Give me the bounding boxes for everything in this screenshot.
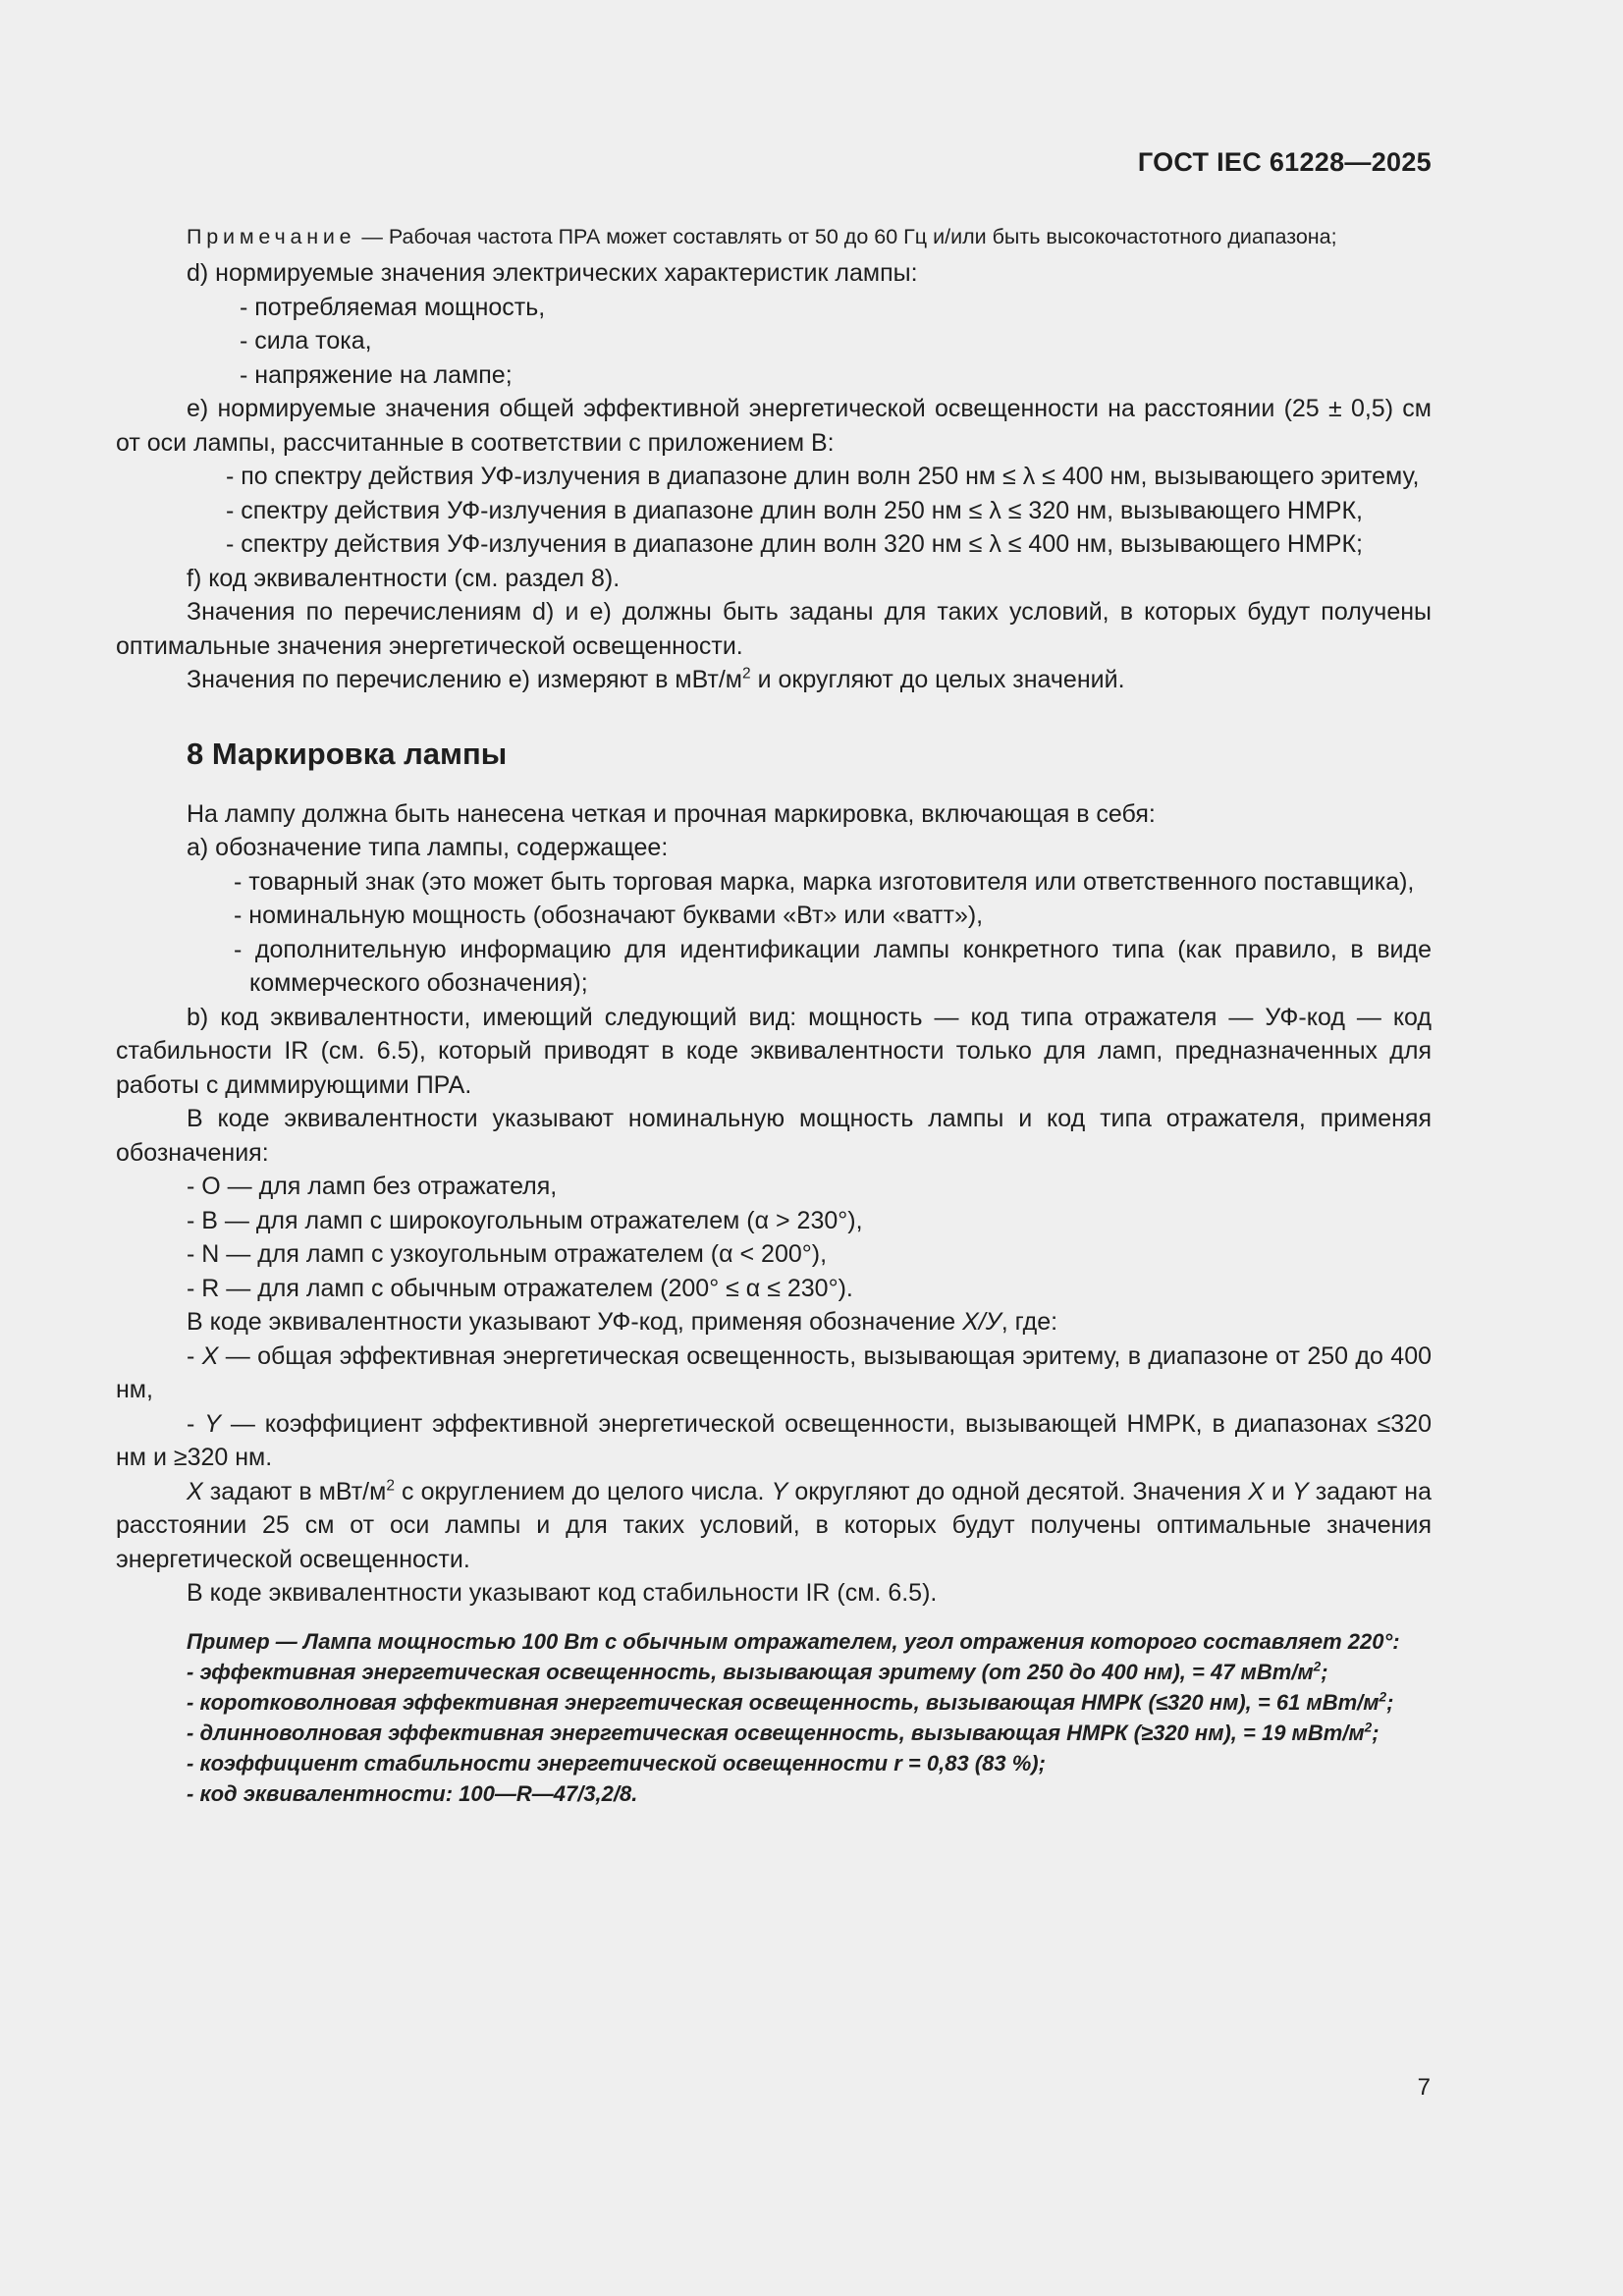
reflector-code-o: - O — для ламп без отражателя, [187, 1173, 558, 1200]
reflector-paragraph: В коде эквивалентности указывают номинальную мощность лампы и код типа отражателя, применяя обозначения: [116, 1105, 1432, 1167]
xy-paragraph [116, 1475, 1432, 1577]
uv-code-paragraph [116, 1305, 1432, 1339]
symbol-y: Y [204, 1409, 221, 1438]
measure-text: Значения по перечислению e) измеряют в мВт/м [187, 666, 742, 693]
reflector-code-b: - B — для ламп с широкоугольным отражателем (α > 230°), [187, 1206, 863, 1234]
measure-text-end: и округляют до целых значений. [750, 666, 1125, 693]
dash: - [187, 1341, 202, 1370]
list-item-d-sub-3: - напряжение на лампе; [240, 360, 513, 389]
example-line-2 [116, 1687, 1432, 1718]
example-line-5: - код эквивалентности: 100—R—47/3,2/8. [187, 1780, 638, 1806]
note-text: — Рабочая частота ПРА может составлять от 50 до 60 Гц и/или быть высокочастотного диапазона; [355, 225, 1337, 248]
example-line-3 [116, 1718, 1432, 1748]
superscript: 2 [386, 1477, 395, 1495]
superscript: 2 [742, 665, 751, 683]
list-item-d: d) нормируемые значения электрических характеристик лампы: [187, 259, 918, 287]
measure-paragraph [116, 663, 1432, 697]
note-label: Примечание [187, 225, 356, 248]
superscript: 2 [1364, 1720, 1373, 1735]
example-text-end: ; [1386, 1689, 1394, 1715]
superscript: 2 [1313, 1659, 1322, 1674]
example-text: - эффективная энергетическая освещенность, вызывающая эритему (от 250 до 400 нм), = 47 мВт/м [187, 1659, 1314, 1684]
example-text: - коротковолновая эффективная энергетическая освещенность, вызывающая НМРК (≤320 нм), = 61 мВт/м [187, 1689, 1380, 1715]
example-block [116, 1626, 1432, 1809]
page-content [116, 222, 1432, 1809]
note-paragraph [116, 222, 1432, 252]
list-item-b: b) код эквивалентности, имеющий следующий вид: мощность — код типа отражателя — УФ-код — код стабильности IR (см. 6.5), который приводят в коде эквивалентности только для ламп, предназначенных для работы с диммирующими ПРА. [116, 1003, 1432, 1099]
example-line-1 [116, 1657, 1432, 1687]
list-item-a-sub-3: - дополнительную информацию для идентификации лампы конкретного типа (как правило, в виде коммерческого обозначения); [234, 935, 1432, 997]
example-text: - длинноволновая эффективная энергетическая освещенность, вызывающая НМРК (≥320 нм), = 19 мВт/м [187, 1720, 1365, 1745]
reflector-code-n: - N — для ламп с узкоугольным отражателем (α < 200°), [187, 1240, 828, 1268]
requirements-list [116, 256, 1432, 697]
dash: - [187, 1409, 205, 1438]
uv-symbol: X/У [962, 1308, 1001, 1336]
list-item-a-sub-2: - номинальную мощность (обозначают буквами «Вт» или «ватт»), [234, 902, 984, 929]
document-code-header: ГОСТ IEC 61228—2025 [1137, 147, 1432, 177]
uv-x-text: — общая эффективная энергетическая освещенность, вызывающая эритему, в диапазоне от 250 до 400 нм, [116, 1341, 1432, 1403]
list-item-e-sub-1: - по спектру действия УФ-излучения в диапазоне длин волн 250 нм ≤ λ ≤ 400 нм, вызывающего эритему, [226, 463, 1420, 490]
xy-text: задают в мВт/м [202, 1477, 387, 1505]
symbol-x: X [187, 1477, 203, 1505]
symbol-y: Y [771, 1477, 788, 1505]
section-8-body [116, 797, 1432, 1611]
superscript: 2 [1379, 1689, 1387, 1705]
list-item-e: e) нормируемые значения общей эффективной энергетической освещенности на расстоянии (25 ± 0,5) см от оси лампы, рассчитанные в соответствии с приложением B: [116, 395, 1432, 457]
symbol-y: Y [1291, 1477, 1309, 1505]
section-8-intro: На лампу должна быть нанесена четкая и прочная маркировка, включающая в себя: [187, 799, 1156, 828]
xy-text: и [1264, 1477, 1292, 1505]
list-item-d-sub-2: - сила тока, [240, 327, 372, 355]
uv-y-definition [116, 1407, 1432, 1475]
reflector-code-r: - R — для ламп с обычным отражателем (200° ≤ α ≤ 230°). [187, 1274, 853, 1302]
xy-text: с округлением до целого числа. [394, 1477, 772, 1505]
page-number: 7 [1417, 2074, 1431, 2101]
xy-text: задают на расстоянии 25 см от оси лампы и для таких условий, в которых будут получены оптимальные значения энергетической освещенности. [116, 1477, 1432, 1573]
xy-text: округляют до одной десятой. Значения [787, 1477, 1249, 1505]
uv-x-definition [116, 1339, 1432, 1407]
list-item-a: a) обозначение типа лампы, содержащее: [187, 834, 669, 861]
list-item-f: f) код эквивалентности (см. раздел 8). [187, 564, 621, 592]
example-text-end: ; [1372, 1720, 1380, 1745]
list-item-e-sub-2: - спектру действия УФ-излучения в диапазоне длин волн 250 нм ≤ λ ≤ 320 нм, вызывающего НМРК, [226, 496, 1363, 524]
symbol-x: X [1248, 1477, 1265, 1505]
uv-text: В коде эквивалентности указывают УФ-код, применяя обозначение [187, 1308, 963, 1336]
uv-text-end: , где: [1001, 1308, 1058, 1336]
list-item-a-sub-1: - товарный знак (это может быть торговая марка, марка изготовителя или ответственного поставщика), [234, 867, 1415, 896]
section-8-title: 8 Маркировка лампы [187, 736, 508, 771]
uv-y-text: — коэффициент эффективной энергетической освещенности, вызывающей НМРК, в диапазонах ≤320 нм и ≥320 нм. [116, 1409, 1432, 1471]
list-item-e-sub-3: - спектру действия УФ-излучения в диапазоне длин волн 320 нм ≤ λ ≤ 400 нм, вызывающего НМРК; [226, 530, 1363, 558]
example-text-end: ; [1321, 1659, 1328, 1684]
values-paragraph: Значения по перечислениям d) и e) должны быть заданы для таких условий, в которых будут получены оптимальные значения энергетической освещенности. [116, 598, 1432, 660]
example-line-4: - коэффициент стабильности энергетической освещенности r = 0,83 (83 %); [187, 1750, 1046, 1776]
symbol-x: X [201, 1341, 219, 1370]
list-item-d-sub-1: - потребляемая мощность, [240, 293, 546, 321]
ir-paragraph: В коде эквивалентности указывают код стабильности IR (см. 6.5). [187, 1579, 938, 1607]
example-heading: Пример — Лампа мощностью 100 Вт с обычным отражателем, угол отражения которого составляет 220°: [187, 1628, 1400, 1654]
